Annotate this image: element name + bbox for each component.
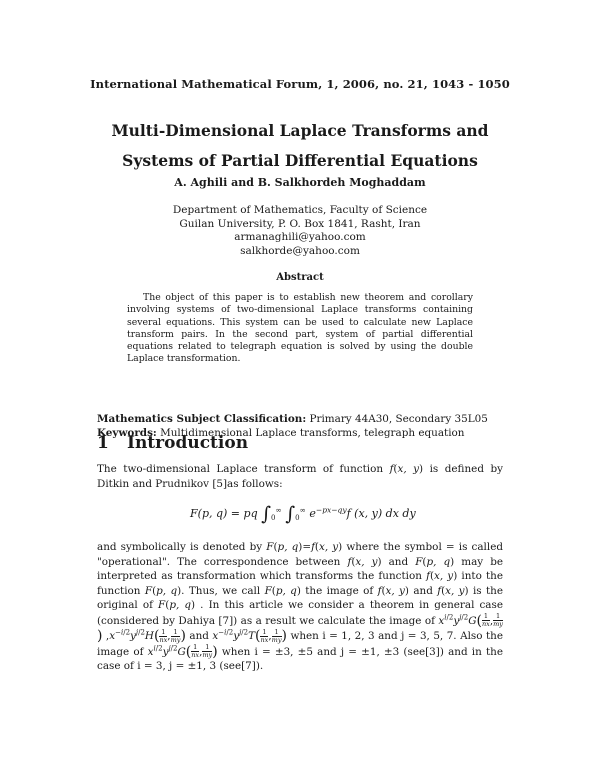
intro-text: . In this article we consider a theorem in general case (considered by Dahiya [7]) as a result we calculate the image of [97,599,503,627]
intro-text: and symbolically is denoted by [97,541,263,553]
title-line-1: Multi-Dimensional Laplace Transforms and [111,121,489,140]
title-line-2: Systems of Partial Differential Equations [122,151,478,170]
intro-text: the image of [305,584,374,597]
laplace-formula: F(p, q) = pq $\int_0^\infty$ $\int_0^\infty$ $e^{-px-qy}f$ (x, y) dx dy [190,503,416,525]
intro-text: when i = 1, 2, 3 and j = 3, 5, 7. [290,630,457,642]
msc-label: Mathematics Subject Classification: [97,413,307,425]
intro-text: . Thus, we call [181,584,261,597]
intro-text: and in the case of i = 3, j = ±1, 3 (see[7]). [97,645,503,672]
intro-text: is called "operational". The correspondence between [97,541,504,568]
email-1: armanaghili@yahoo.com [234,231,366,243]
msc-value: Primary 44A30, Secondary 35L05 [309,413,488,425]
intro-text: The two-dimensional Laplace transform of function [97,463,384,475]
affiliation [0,204,600,258]
intro-text: and [189,630,209,642]
intro-text: and [388,555,409,568]
section-title: Introduction [127,433,249,453]
intro-text: Also the image of [97,630,503,658]
intro-paragraph-2: and symbolically is denoted by F(p, q)=f(x, y) where the symbol = is called "operational". The correspondence between f(x, y) and F(p, q) may be interpreted as transformation which transforms the function f(x, y) into the function F(p, q). Thus, we call F(p, q) the image of f(x, y) and f(x, y) is the original of F(p, q) . In this article we consider a theorem in general case (considered by Dahiya [7]) as a result we calculate the image of $x^{i/2}y^{j/2}G$( $\frac{1}{nx}$ , $\frac{1}{my}$ ) $,x^{-i/2}y^{j/2}H$( $\frac{1}{nx}$ , $\frac{1}{my}$ ) and $x^{-i/2}y^{j/2}T$( $\frac{1}{nx}$ , $\frac{1}{my}$ ) when i = 1, 2, 3 and j = 3, 5, 7. Also the image of $x^{i/2}y^{j/2}G$( $\frac{1}{nx}$ , $\frac{1}{my}$ ) when i = ±3, ±5 and j = ±1, ±3 (see[3]) and in the case of i = 3, j = ±1, 3 (see[7]). [97,541,504,672]
section-heading [97,433,248,453]
section-number: 1 [97,433,109,453]
paper-title [0,116,600,176]
intro-text: is defined by Ditkin and Prudnikov [5]as follows: [97,463,504,490]
abstract-text: The object of this paper is to establish new theorem and corollary involving systems of two-dimensional Laplace transforms containing several equations. This system can be used to calculate new Laplace transform pairs. In the second part, system of partial differential equations related to telegraph equation is solved by using the double Laplace transformation. [127,292,473,365]
abstract-heading: Abstract [276,272,324,283]
intro-text: may be interpreted as transformation which transforms the function [97,555,504,582]
email-2: salkhorde@yahoo.com [240,244,360,257]
affiliation-line-1: Department of Mathematics, Faculty of Science [172,204,428,216]
intro-text: is the original of [97,584,503,611]
authors: A. Aghili and B. Salkhordeh Moghaddam [174,176,426,189]
msc-line [97,413,517,427]
keywords-label: Keywords: [97,426,157,439]
intro-text: and [413,584,433,597]
intro-paragraph-1: The two-dimensional Laplace transform of function f(x, y) is defined by Ditkin and Prudnikov [5]as follows: [97,463,504,490]
intro-text: into the function [97,570,503,597]
keywords-value: Multidimensional Laplace transforms, telegraph equation [160,426,465,439]
affiliation-line-2: Guilan University, P. O. Box 1841, Rasht, Iran [179,217,421,230]
intro-text: when i = ±3, ±5 and j = ±1, ±3 (see[3]) [221,645,444,658]
intro-text: where the symbol [346,541,442,553]
journal-header: International Mathematical Forum, 1, 2006, no. 21, 1043 - 1050 [90,77,510,91]
